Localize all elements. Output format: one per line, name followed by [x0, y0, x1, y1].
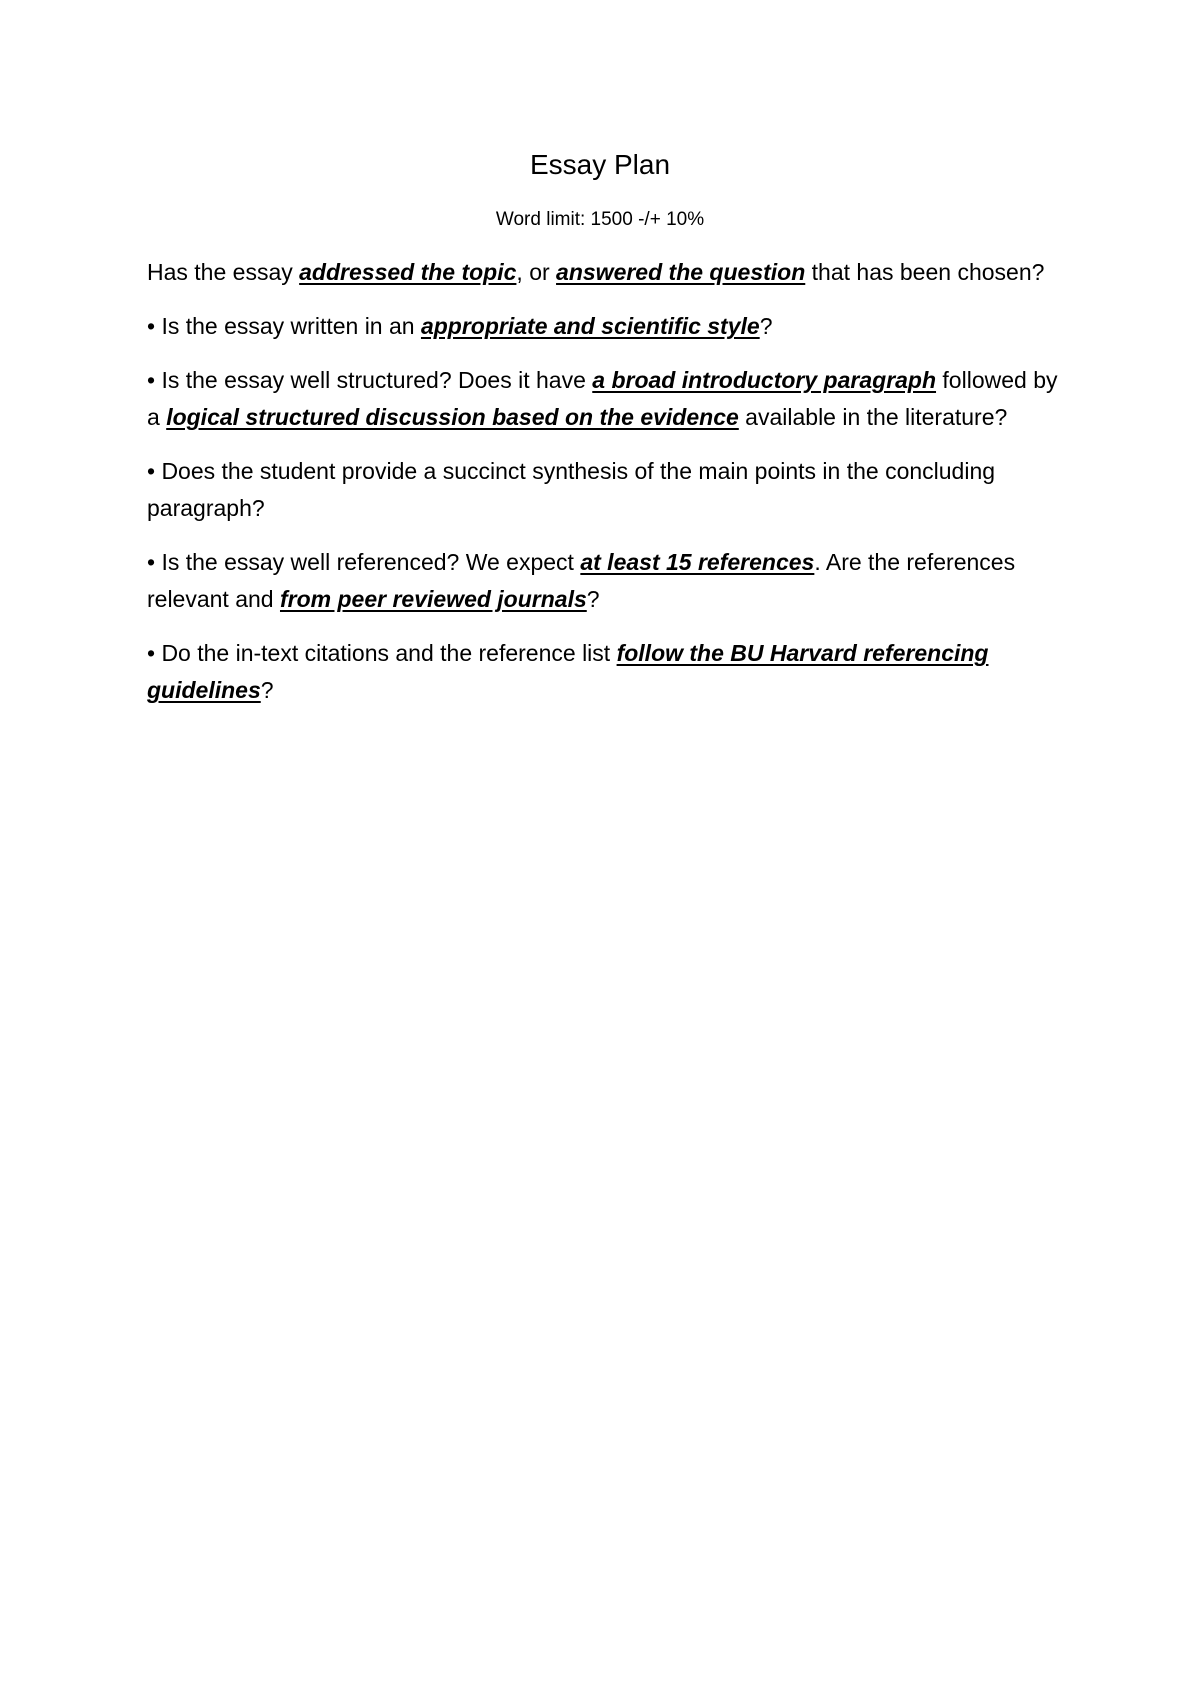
emphasis-peer-reviewed: from peer reviewed journals [279, 586, 587, 612]
page-title: Essay Plan [529, 149, 671, 180]
word-limit: Word limit: 1500 -/+ 10% [495, 209, 705, 230]
criterion-citations: • Do the in-text citations and the reference list follow the BU Harvard referencing guidelines? [147, 640, 989, 703]
criterion-style: • Is the essay written in an appropriate and scientific style? [147, 313, 773, 339]
emphasis-logical-discussion: logical structured discussion based on the evidence [166, 404, 739, 430]
emphasis-scientific-style: appropriate and scientific style [420, 313, 760, 339]
emphasis-introductory-paragraph: a broad introductory paragraph [592, 367, 937, 393]
criterion-topic: Has the essay addressed the topic, or answered the question that has been chosen? [147, 259, 1045, 285]
emphasis-answered-question: answered the question [556, 259, 806, 285]
criterion-structure: • Is the essay well structured? Does it have a broad introductory paragraph followed by a logical structured discussion based on the evidence available in the literature? [147, 367, 1058, 430]
essay-criteria [147, 254, 1067, 726]
emphasis-addressed-topic: addressed the topic [299, 259, 517, 285]
criterion-references: • Is the essay well referenced? We expect at least 15 references. Are the references relevant and from peer reviewed journals? [147, 549, 1016, 612]
emphasis-harvard-guidelines: follow the BU Harvard referencing guidelines [147, 640, 989, 703]
criterion-synthesis: • Does the student provide a succinct synthesis of the main points in the concluding paragraph? [147, 458, 996, 521]
emphasis-15-references: at least 15 references [580, 549, 815, 575]
